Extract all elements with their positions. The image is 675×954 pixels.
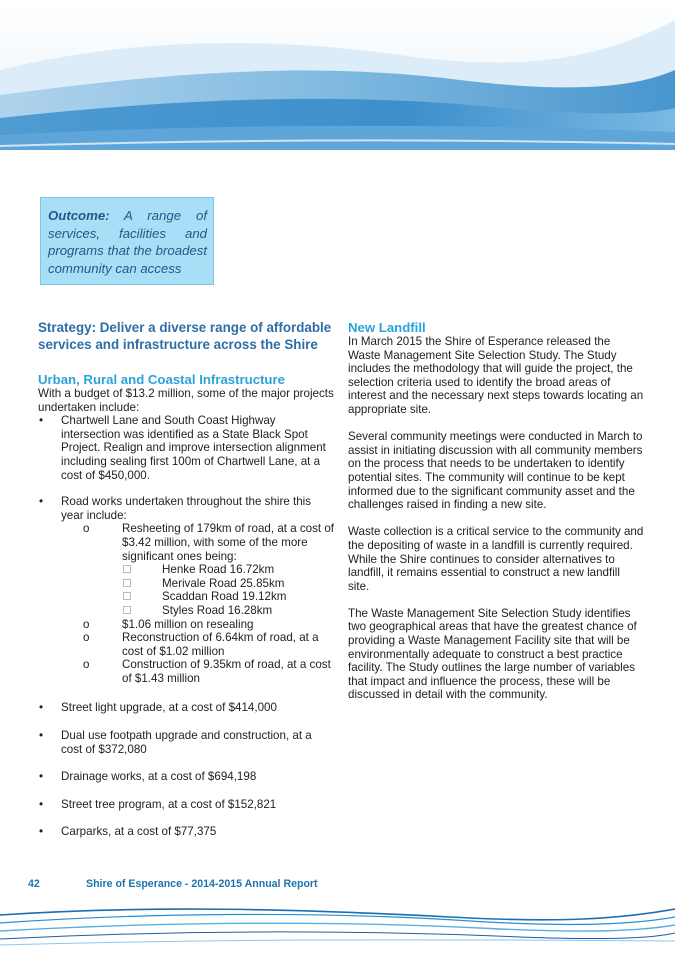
header-banner bbox=[0, 0, 675, 150]
sub-list-item bbox=[38, 658, 336, 685]
bullet-glyph: • bbox=[39, 729, 44, 743]
list-item-text: Carparks, at a cost of $77,375 bbox=[61, 825, 217, 839]
list-item bbox=[38, 770, 336, 784]
sub-list-item-text: $1.06 million on resealing bbox=[122, 617, 254, 631]
outcome-box bbox=[40, 197, 214, 285]
urban-heading: Urban, Rural and Coastal Infrastructure bbox=[38, 372, 285, 387]
road-item bbox=[38, 563, 336, 577]
sub-list-item-text: Resheeting of 179km of road, at a cost of $3.42 million, with some of the more significant ones being: bbox=[122, 522, 335, 563]
landfill-paragraph: Several community meetings were conducted in March to assist in initiating discussion with all community members on the process that needs to be undertaken to identify potential sites. The community will continue to be kept informed due to the significant community asset and the challenges raised in finding a new site. bbox=[348, 430, 643, 512]
sub-bullet-glyph: o bbox=[83, 617, 90, 631]
list-item bbox=[38, 825, 336, 839]
checkbox-glyph-icon bbox=[123, 565, 131, 573]
sub-list-item-text: Reconstruction of 6.64km of road, at a cost of $1.02 million bbox=[122, 631, 319, 658]
page-number: 42 bbox=[28, 878, 40, 890]
road-item-text: Henke Road 16.72km bbox=[162, 563, 275, 577]
landfill-heading: New Landfill bbox=[348, 320, 426, 335]
landfill-paragraph: In March 2015 the Shire of Esperance released the Waste Management Site Selection Study. The Study includes the methodology that will guide the project, the selection criteria used to identify the broad areas of interest and the necessary next steps towards locating an appropriate site. bbox=[348, 335, 644, 416]
bullet-glyph: • bbox=[39, 825, 44, 839]
list-item-text: Drainage works, at a cost of $694,198 bbox=[61, 770, 257, 784]
strategy-heading: Strategy: Deliver a diverse range of affordable services and infrastructure across the Shire bbox=[38, 320, 332, 352]
road-item-text: Merivale Road 25.85km bbox=[162, 576, 285, 590]
sub-bullet-glyph: o bbox=[83, 631, 90, 645]
list-item bbox=[38, 701, 336, 715]
road-item bbox=[38, 604, 336, 618]
road-item-text: Scaddan Road 19.12km bbox=[162, 590, 287, 604]
urban-intro: With a budget of $13.2 million, some of the major projects undertaken include: bbox=[38, 387, 334, 414]
checkbox-glyph-icon bbox=[123, 606, 131, 614]
outcome-text: A range of services, facilities and programs that the broadest community can access bbox=[48, 208, 207, 276]
list-item-text: Street tree program, at a cost of $152,821 bbox=[61, 797, 277, 811]
outcome-label: Outcome: bbox=[48, 208, 110, 223]
sub-list-item bbox=[38, 522, 336, 563]
list-item-text: Street light upgrade, at a cost of $414,000 bbox=[61, 701, 277, 715]
footer-waves bbox=[0, 895, 675, 954]
list-item-text: Chartwell Lane and South Coast Highway intersection was identified as a State Black Spot Project. Realign and improve intersection alignment including sealing first 100m of Chartwell Lane, at a cost of $450,000. bbox=[61, 414, 326, 482]
sub-bullet-glyph: o bbox=[83, 658, 90, 672]
list-item bbox=[38, 729, 336, 756]
left-column bbox=[38, 320, 336, 839]
landfill-paragraph: The Waste Management Site Selection Study identifies two geographical areas that have the greatest chance of providing a Waste Management Facility site that will be environmentally adequate to construct a best practice facility. The Study outlines the large number of variables that impact and influence the process, these will be discussed in detail with the community. bbox=[348, 606, 637, 702]
sub-list-item-text: Construction of 9.35km of road, at a cost of $1.43 million bbox=[122, 658, 331, 685]
bullet-glyph: • bbox=[39, 701, 44, 715]
footer-title: Shire of Esperance - 2014-2015 Annual Report bbox=[86, 878, 318, 890]
list-item bbox=[38, 798, 336, 812]
road-item-text: Styles Road 16.28km bbox=[162, 603, 273, 617]
right-column bbox=[348, 320, 644, 702]
road-item bbox=[38, 577, 336, 591]
checkbox-glyph-icon bbox=[123, 579, 131, 587]
checkbox-glyph-icon bbox=[123, 592, 131, 600]
bullet-glyph: • bbox=[39, 797, 44, 811]
sub-list-item bbox=[38, 631, 336, 658]
bullet-glyph: • bbox=[39, 495, 44, 509]
landfill-paragraph: Waste collection is a critical service to the community and the depositing of waste in a landfill is currently required. While the Shire continues to consider alternatives to landfill, it remains essential to construct a new landfill site. bbox=[348, 525, 644, 593]
sub-list-item bbox=[38, 618, 336, 632]
bullet-glyph: • bbox=[39, 414, 44, 428]
bullet-glyph: • bbox=[39, 770, 44, 784]
list-item bbox=[38, 414, 336, 482]
list-item-text: Dual use footpath upgrade and construction, at a cost of $372,080 bbox=[61, 729, 312, 756]
list-item bbox=[38, 495, 336, 522]
road-item bbox=[38, 590, 336, 604]
sub-bullet-glyph: o bbox=[83, 522, 90, 536]
list-item-text: Road works undertaken throughout the shire this year include: bbox=[61, 495, 312, 522]
